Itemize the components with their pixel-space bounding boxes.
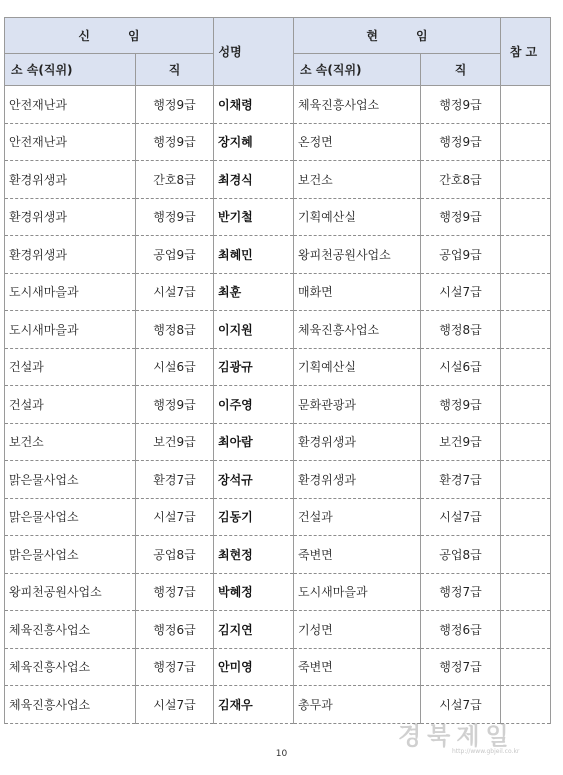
row-note <box>501 348 551 386</box>
row-cur-rank: 시설6급 <box>421 348 501 386</box>
row-new-rank: 시설7급 <box>136 686 214 724</box>
row-cur-dept: 기획예산실 <box>294 348 421 386</box>
row-cur-dept: 온정면 <box>294 123 421 161</box>
row-new-rank: 행정9급 <box>136 86 214 124</box>
header-name <box>214 18 294 86</box>
row-cur-rank: 행정7급 <box>421 573 501 611</box>
row-new-rank: 환경7급 <box>136 461 214 499</box>
row-cur-rank: 간호8급 <box>421 161 501 199</box>
row-new-dept: 체육진흥사업소 <box>5 611 136 649</box>
row-new-dept: 체육진흥사업소 <box>5 686 136 724</box>
table-row <box>5 648 551 686</box>
table-row <box>5 198 551 236</box>
row-note <box>501 648 551 686</box>
row-new-dept: 왕피천공원사업소 <box>5 573 136 611</box>
row-cur-dept: 문화관광과 <box>294 386 421 424</box>
row-cur-rank: 시설7급 <box>421 686 501 724</box>
table-row <box>5 161 551 199</box>
row-name: 최아람 <box>214 423 294 461</box>
header-cur-rank: 직 <box>421 54 501 86</box>
row-new-dept: 안전재난과 <box>5 123 136 161</box>
row-name: 장지혜 <box>214 123 294 161</box>
row-note <box>501 461 551 499</box>
row-new-dept: 체육진흥사업소 <box>5 648 136 686</box>
row-cur-rank: 행정9급 <box>421 86 501 124</box>
personnel-table <box>4 17 551 724</box>
table-row <box>5 311 551 349</box>
row-cur-rank: 행정7급 <box>421 648 501 686</box>
header-cur-dept: 소 속(직위) <box>294 54 421 86</box>
row-new-rank: 행정8급 <box>136 311 214 349</box>
row-cur-dept: 왕피천공원사업소 <box>294 236 421 274</box>
row-new-rank: 시설6급 <box>136 348 214 386</box>
row-new-rank: 보건9급 <box>136 423 214 461</box>
row-note <box>501 123 551 161</box>
row-new-rank: 행정9급 <box>136 123 214 161</box>
row-name: 최경식 <box>214 161 294 199</box>
page-number: 10 <box>275 749 288 759</box>
row-note <box>501 423 551 461</box>
row-name: 박혜정 <box>214 573 294 611</box>
header-new-rank: 직 <box>136 54 214 86</box>
row-cur-rank: 공업9급 <box>421 236 501 274</box>
row-cur-dept: 환경위생과 <box>294 461 421 499</box>
table-row <box>5 86 551 124</box>
row-name: 최혜민 <box>214 236 294 274</box>
row-note <box>501 273 551 311</box>
row-cur-dept: 체육진흥사업소 <box>294 311 421 349</box>
row-cur-dept: 죽변면 <box>294 536 421 574</box>
row-name: 장석규 <box>214 461 294 499</box>
row-cur-dept: 죽변면 <box>294 648 421 686</box>
table-row <box>5 423 551 461</box>
row-new-rank: 행정7급 <box>136 648 214 686</box>
table-row <box>5 273 551 311</box>
row-new-rank: 공업8급 <box>136 536 214 574</box>
header-new-dept: 소 속(직위) <box>5 54 136 86</box>
row-cur-rank: 시설7급 <box>421 273 501 311</box>
row-new-rank: 행정6급 <box>136 611 214 649</box>
row-cur-dept: 기획예산실 <box>294 198 421 236</box>
row-new-dept: 환경위생과 <box>5 236 136 274</box>
header-new-post: 신임 <box>5 18 214 54</box>
table-row <box>5 611 551 649</box>
row-name: 최현정 <box>214 536 294 574</box>
row-name: 김광규 <box>214 348 294 386</box>
row-new-rank: 시설7급 <box>136 498 214 536</box>
row-note <box>501 536 551 574</box>
row-new-dept: 건설과 <box>5 386 136 424</box>
row-cur-rank: 환경7급 <box>421 461 501 499</box>
header-current-post: 현임 <box>294 18 501 54</box>
row-cur-rank: 행정6급 <box>421 611 501 649</box>
table-row <box>5 536 551 574</box>
row-cur-dept: 기성면 <box>294 611 421 649</box>
row-name: 최훈 <box>214 273 294 311</box>
row-name: 김동기 <box>214 498 294 536</box>
table-row <box>5 123 551 161</box>
row-new-dept: 맑은물사업소 <box>5 498 136 536</box>
row-name: 김재우 <box>214 686 294 724</box>
row-cur-rank: 행정9급 <box>421 198 501 236</box>
row-note <box>501 236 551 274</box>
table-row <box>5 386 551 424</box>
table-row <box>5 498 551 536</box>
row-new-dept: 도시새마을과 <box>5 311 136 349</box>
row-note <box>501 311 551 349</box>
row-cur-rank: 행정9급 <box>421 123 501 161</box>
row-new-rank: 행정7급 <box>136 573 214 611</box>
header-name-label: 성명 <box>218 45 242 59</box>
row-note <box>501 386 551 424</box>
row-new-dept: 맑은물사업소 <box>5 461 136 499</box>
row-note <box>501 611 551 649</box>
row-cur-dept: 환경위생과 <box>294 423 421 461</box>
row-new-rank: 시설7급 <box>136 273 214 311</box>
row-note <box>501 498 551 536</box>
row-cur-rank: 보건9급 <box>421 423 501 461</box>
row-name: 이주영 <box>214 386 294 424</box>
row-new-dept: 건설과 <box>5 348 136 386</box>
row-cur-rank: 행정8급 <box>421 311 501 349</box>
table-row <box>5 461 551 499</box>
row-cur-rank: 공업8급 <box>421 536 501 574</box>
row-cur-rank: 행정9급 <box>421 386 501 424</box>
row-note <box>501 86 551 124</box>
row-new-rank: 행정9급 <box>136 386 214 424</box>
watermark-url: http://www.gbjeil.co.kr <box>452 748 520 755</box>
table-row <box>5 236 551 274</box>
row-new-dept: 환경위생과 <box>5 161 136 199</box>
row-new-dept: 보건소 <box>5 423 136 461</box>
row-cur-dept: 건설과 <box>294 498 421 536</box>
row-name: 이채령 <box>214 86 294 124</box>
row-new-dept: 안전재난과 <box>5 86 136 124</box>
table-row <box>5 573 551 611</box>
row-cur-dept: 총무과 <box>294 686 421 724</box>
row-cur-dept: 매화면 <box>294 273 421 311</box>
row-note <box>501 198 551 236</box>
row-cur-rank: 시설7급 <box>421 498 501 536</box>
row-new-rank: 공업9급 <box>136 236 214 274</box>
row-note <box>501 573 551 611</box>
row-name: 반기철 <box>214 198 294 236</box>
row-new-rank: 행정9급 <box>136 198 214 236</box>
row-new-dept: 도시새마을과 <box>5 273 136 311</box>
row-new-dept: 환경위생과 <box>5 198 136 236</box>
header-note: 참고 <box>501 18 551 86</box>
row-new-rank: 간호8급 <box>136 161 214 199</box>
row-name: 김지연 <box>214 611 294 649</box>
row-cur-dept: 보건소 <box>294 161 421 199</box>
header-row-top <box>5 18 551 54</box>
row-new-dept: 맑은물사업소 <box>5 536 136 574</box>
row-name: 이지원 <box>214 311 294 349</box>
row-note <box>501 161 551 199</box>
row-name: 안미영 <box>214 648 294 686</box>
table-row <box>5 348 551 386</box>
watermark-logo: 경북제일 <box>398 721 515 750</box>
row-cur-dept: 도시새마을과 <box>294 573 421 611</box>
table-body <box>5 86 551 724</box>
row-cur-dept: 체육진흥사업소 <box>294 86 421 124</box>
